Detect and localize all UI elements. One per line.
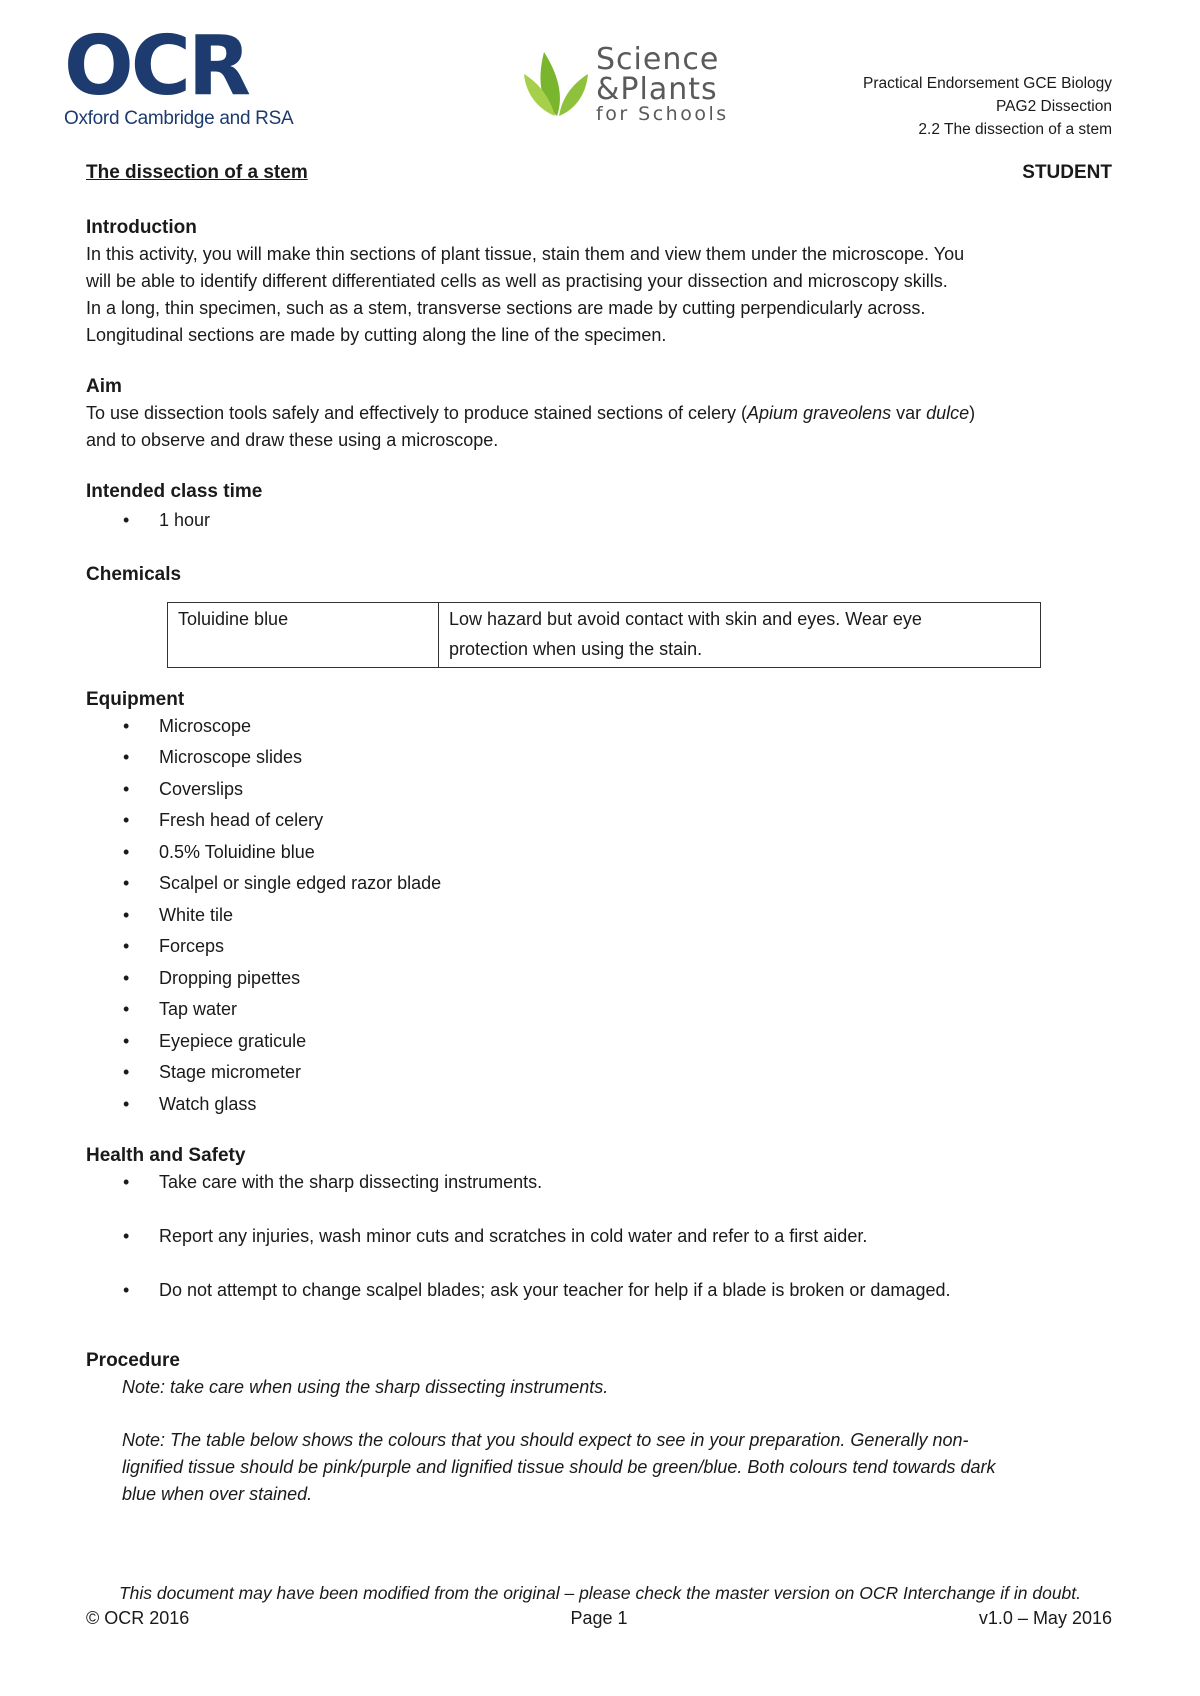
class-time-section xyxy=(86,478,1116,537)
list-item xyxy=(86,1089,1116,1121)
bullet: • xyxy=(123,778,130,799)
equipment-list xyxy=(86,711,1116,1121)
aim-heading: Aim xyxy=(86,376,122,397)
list-item xyxy=(86,1277,1116,1304)
procedure-note: Note: take care when using the sharp dissecting instruments. xyxy=(122,1377,609,1397)
bullet: • xyxy=(123,510,130,530)
introduction-line: In this activity, you will make thin sections of plant tissue, stain them and view them under the microscope. You xyxy=(86,244,965,264)
class-time-heading: Intended class time xyxy=(86,481,263,502)
bullet: • xyxy=(123,999,130,1019)
list-item xyxy=(86,774,1116,806)
science-plants-logo-line1: Science xyxy=(596,42,720,77)
chemicals-section xyxy=(86,561,1116,668)
bullet: • xyxy=(123,1093,130,1114)
hazard-line: protection when using the stain. xyxy=(449,638,703,659)
list-item-text: Coverslips xyxy=(159,778,244,799)
list-item-text: Scalpel or single edged razor blade xyxy=(159,873,442,893)
bullet: • xyxy=(123,841,130,862)
aim-line: and to observe and draw these using a microscope. xyxy=(86,430,499,450)
procedure-heading: Procedure xyxy=(86,1350,180,1371)
footer-page-number: Page 1 xyxy=(570,1608,628,1628)
bullet: • xyxy=(123,1062,130,1082)
list-item xyxy=(86,837,1116,869)
list-item xyxy=(86,963,1116,995)
chemicals-heading: Chemicals xyxy=(86,563,182,585)
list-item-text: Fresh head of celery xyxy=(159,810,324,830)
aim-variety: dulce xyxy=(926,403,970,423)
aim-species: Apium graveolens xyxy=(747,403,892,423)
list-item xyxy=(86,900,1116,932)
bullet: • xyxy=(123,1172,130,1192)
list-item-text: Dropping pipettes xyxy=(159,967,301,988)
document-body xyxy=(86,214,1116,1532)
title-row xyxy=(86,162,1112,188)
health-safety-section xyxy=(86,1142,1116,1304)
list-item xyxy=(86,1169,1116,1196)
list-item-text: Microscope xyxy=(159,715,252,736)
audience-label: STUDENT xyxy=(1022,162,1112,183)
list-item xyxy=(86,1026,1116,1058)
aim-text: To use dissection tools safely and effectively to produce stained sections of celery ( xyxy=(86,403,748,423)
list-item-text: Forceps xyxy=(159,936,225,956)
equipment-section xyxy=(86,686,1116,1121)
bullet: • xyxy=(123,810,130,830)
chemicals-table xyxy=(167,602,1041,668)
bullet: • xyxy=(123,1280,130,1300)
list-item xyxy=(86,805,1116,837)
introduction-line: In a long, thin specimen, such as a stem, transverse sections are made by cutting perpendicularly across. xyxy=(86,298,926,318)
science-plants-logo-line3: for Schools xyxy=(596,103,729,125)
health-safety-list xyxy=(86,1169,1116,1304)
science-plants-logo-line2: &Plants xyxy=(596,72,718,107)
bullet: • xyxy=(123,967,130,988)
ocr-logo-subtitle: Oxford Cambridge and RSA xyxy=(64,108,294,129)
header-course: Practical Endorsement GCE Biology xyxy=(863,75,1112,92)
health-safety-heading: Health and Safety xyxy=(86,1145,246,1166)
table-cell-hazard xyxy=(439,602,1041,667)
list-item xyxy=(86,1223,1116,1250)
aim-section xyxy=(86,373,1116,454)
hazard-line: Low hazard but avoid contact with skin and eyes. Wear eye xyxy=(449,608,922,629)
list-item xyxy=(86,742,1116,774)
list-item-text: Report any injuries, wash minor cuts and scratches in cold water and refer to a first aider. xyxy=(159,1226,868,1246)
list-item xyxy=(86,1057,1116,1089)
footer-copyright: © OCR 2016 xyxy=(86,1608,190,1628)
header-activity: 2.2 The dissection of a stem xyxy=(918,121,1112,138)
footer-version: v1.0 – May 2016 xyxy=(978,1608,1112,1628)
introduction-line: will be able to identify different differentiated cells as well as practising your dissection and microscopy skills. xyxy=(86,271,948,291)
bullet: • xyxy=(123,747,130,767)
list-item-text: White tile xyxy=(159,904,234,925)
list-item xyxy=(86,868,1116,900)
procedure-note-line: Note: The table below shows the colours that you should expect to see in your preparation. Generally non- xyxy=(122,1430,969,1450)
footer-disclaimer: This document may have been modified from the original – please check the master version on OCR Interchange if in doubt. xyxy=(118,1583,1082,1603)
footer xyxy=(86,1608,1112,1634)
introduction-section xyxy=(86,214,1116,349)
procedure-section xyxy=(86,1347,1116,1508)
list-item-text: Stage micrometer xyxy=(159,1062,302,1082)
introduction-heading: Introduction xyxy=(86,217,197,238)
leaf-icon xyxy=(522,44,592,124)
list-item-text: Microscope slides xyxy=(159,747,303,767)
document-title: The dissection of a stem xyxy=(86,162,308,183)
bullet: • xyxy=(123,715,130,736)
procedure-note-line: blue when over stained. xyxy=(122,1484,313,1504)
list-item-text: 1 hour xyxy=(159,510,211,530)
table-row xyxy=(168,602,1041,667)
list-item xyxy=(86,711,1116,743)
document-header-info xyxy=(863,72,1112,141)
bullet: • xyxy=(123,936,130,956)
introduction-line: Longitudinal sections are made by cutting along the line of the specimen. xyxy=(86,325,667,345)
bullet: • xyxy=(123,1030,130,1051)
procedure-note-line: lignified tissue should be pink/purple and lignified tissue should be green/blue. Both colours tend towards dark xyxy=(122,1457,996,1477)
header-pag: PAG2 Dissection xyxy=(995,98,1112,115)
aim-text-end: ) xyxy=(969,403,976,423)
table-cell-chemical: Toluidine blue xyxy=(168,602,439,667)
class-time-list xyxy=(86,505,1116,537)
list-item xyxy=(86,994,1116,1026)
bullet: • xyxy=(123,873,130,893)
list-item-text: Do not attempt to change scalpel blades; ask your teacher for help if a blade is broken or damaged. xyxy=(159,1280,951,1300)
bullet: • xyxy=(123,904,130,925)
list-item-text: Watch glass xyxy=(159,1093,257,1114)
ocr-logo-wordmark: OCR xyxy=(64,19,249,114)
list-item xyxy=(86,505,1116,537)
aim-var: var xyxy=(891,403,927,423)
list-item-text: 0.5% Toluidine blue xyxy=(159,841,315,862)
list-item-text: Eyepiece graticule xyxy=(159,1030,307,1051)
science-plants-logo xyxy=(522,44,732,124)
bullet: • xyxy=(123,1226,130,1246)
ocr-logo xyxy=(64,19,304,129)
list-item-text: Tap water xyxy=(159,999,238,1019)
list-item-text: Take care with the sharp dissecting instruments. xyxy=(159,1172,543,1192)
aim-line xyxy=(86,400,1116,427)
list-item xyxy=(86,931,1116,963)
equipment-heading: Equipment xyxy=(86,688,185,710)
